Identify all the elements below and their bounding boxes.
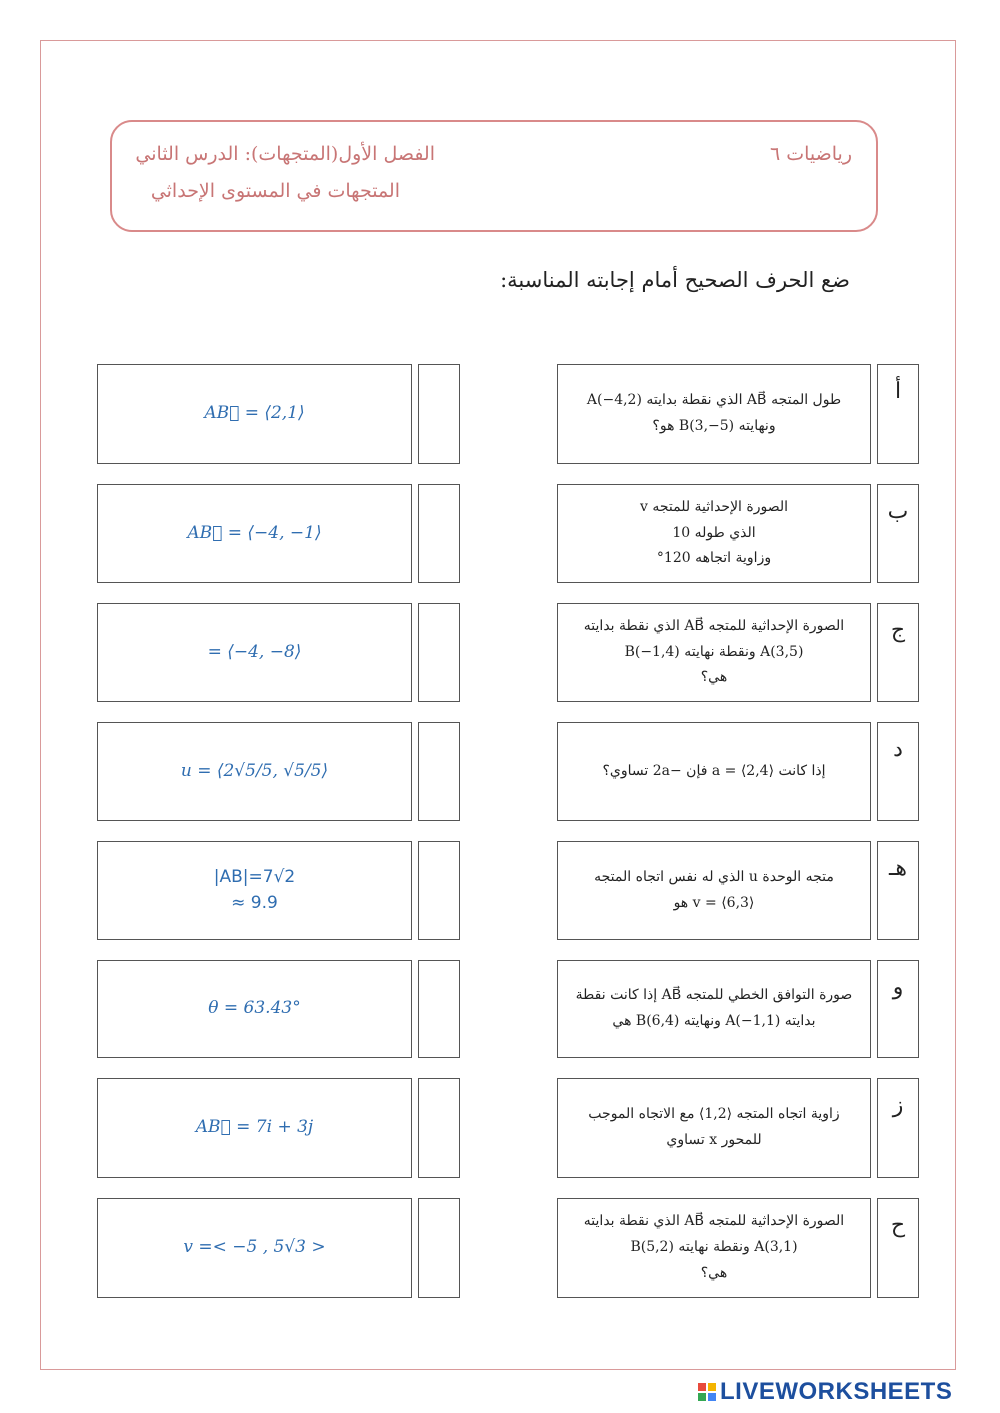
question-letter-3: ج [877, 603, 919, 702]
question-card-3 [557, 603, 871, 702]
question-line: إذا كانت a = ⟨2,4⟩ فإن −2a تساوي؟ [602, 762, 826, 779]
answer-line: θ = 63.43° [208, 998, 301, 1019]
answer-card-6 [97, 960, 412, 1058]
question-letter-2: ب [877, 484, 919, 583]
question-line: وزاوية اتجاهه 120° [656, 550, 772, 567]
question-letter-4: د [877, 722, 919, 821]
question-line: زاوية اتجاه المتجه ⟨1,2⟩ مع الاتجاه الموجب [588, 1106, 840, 1123]
answer-card-1 [97, 364, 412, 464]
question-line: الصورة الإحداثية للمتجه v [639, 498, 789, 515]
question-letter-7: ز [877, 1078, 919, 1178]
question-line: صورة التوافق الخطي للمتجه AB⃗ إذا كانت نقطة [575, 987, 853, 1004]
subject-title: رياضيات ٦ [769, 143, 852, 165]
question-line: v = ⟨6,3⟩ هو [673, 894, 755, 911]
liveworksheets-logo[interactable] [698, 1378, 952, 1406]
header-box [110, 120, 878, 232]
answer-card-2 [97, 484, 412, 583]
answer-card-5 [97, 841, 412, 940]
question-card-6 [557, 960, 871, 1058]
logo-text: LIVEWORKSHEETS [720, 1378, 953, 1405]
answer-line: u = ⟨2√5/5, √5/5⟩ [180, 760, 329, 781]
question-card-1 [557, 364, 871, 464]
question-line: الصورة الإحداثية للمتجه AB⃗ الذي نقطة بدايته [583, 617, 845, 634]
question-line: A(3,1) ونقطة نهايته B(5,2) [630, 1239, 798, 1256]
question-letter-1: أ [877, 364, 919, 464]
question-card-4 [557, 722, 871, 821]
answer-line: = ⟨−4, −8⟩ [207, 641, 302, 662]
question-card-7 [557, 1078, 871, 1178]
answer-card-8 [97, 1198, 412, 1298]
letter-input-3[interactable] [418, 603, 460, 702]
answer-line: |AB|=7√2 [213, 867, 296, 887]
question-line: هي؟ [700, 1264, 728, 1281]
question-line: الصورة الإحداثية للمتجه AB⃗ الذي نقطة بدايته [583, 1213, 845, 1230]
question-letter-5: هـ [877, 841, 919, 940]
letter-input-2[interactable] [418, 484, 460, 583]
letter-input-7[interactable] [418, 1078, 460, 1178]
question-line: A(3,5) ونقطة نهايته B(−1,4) [624, 643, 804, 660]
letter-input-6[interactable] [418, 960, 460, 1058]
letter-input-4[interactable] [418, 722, 460, 821]
question-card-5 [557, 841, 871, 940]
question-line: ونهايته B(3,−5) هو؟ [652, 418, 776, 434]
question-line: طول المتجه AB⃗ الذي نقطة بدايته A(−4,2) [586, 392, 842, 409]
answer-card-4 [97, 722, 412, 821]
question-line: الذي طوله 10 [672, 524, 756, 541]
answer-card-7 [97, 1078, 412, 1178]
answer-line: v =< −5 , 5√3 > [183, 1237, 326, 1258]
question-line: بدايته A(−1,1) ونهايته B(6,4) هي [612, 1013, 816, 1029]
answer-card-3 [97, 603, 412, 702]
question-line: متجه الوحدة u الذي له نفس اتجاه المتجه [594, 868, 834, 885]
answer-line: AB⃗ = ⟨2,1⟩ [204, 403, 305, 424]
instruction-text: ضع الحرف الصحيح أمام إجابته المناسبة: [500, 268, 850, 292]
letter-input-5[interactable] [418, 841, 460, 940]
question-card-8 [557, 1198, 871, 1298]
letter-input-1[interactable] [418, 364, 460, 464]
letter-input-8[interactable] [418, 1198, 460, 1298]
question-letter-6: و [877, 960, 919, 1058]
lesson-title: المتجهات في المستوى الإحداثي [150, 180, 400, 202]
question-line: للمحور x تساوي [666, 1132, 762, 1148]
logo-grid-icon [698, 1383, 716, 1401]
question-line: هي؟ [700, 669, 728, 686]
question-letter-8: ح [877, 1198, 919, 1298]
answer-line: AB⃗ = 7i + 3j [195, 1117, 314, 1138]
answer-line: ≈ 9.9 [231, 892, 278, 913]
answer-line: AB⃗ = ⟨−4, −1⟩ [187, 522, 322, 543]
question-card-2 [557, 484, 871, 583]
chapter-title: الفصل الأول(المتجهات): الدرس الثاني [135, 143, 435, 165]
